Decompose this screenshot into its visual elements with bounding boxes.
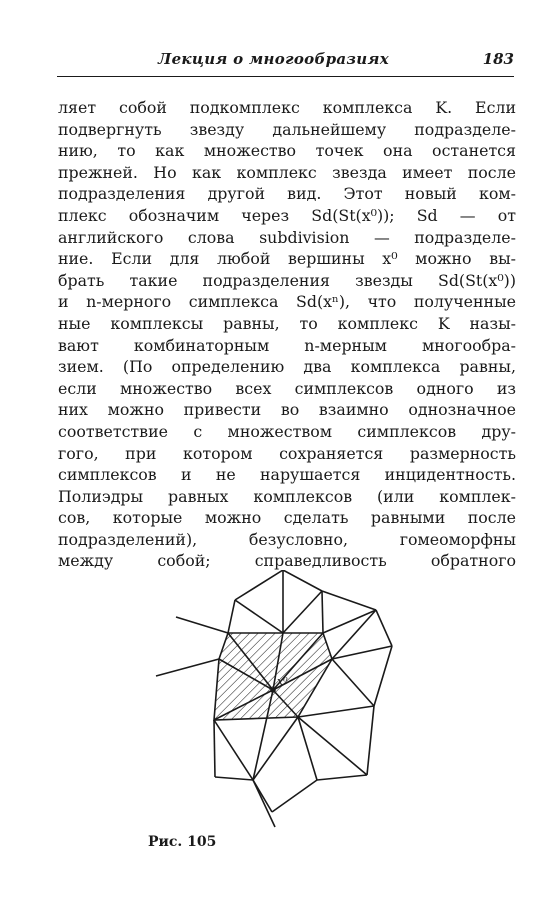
- text-line: соответствие с множеством симплексов дру-: [58, 421, 516, 441]
- text-line: сов, которые можно сделать равными после: [58, 508, 516, 528]
- text-line: Полиэдры равных комплексов (или комплек-: [58, 486, 516, 506]
- text-line: прежней. Но как комплекс звезда имеет после: [58, 162, 516, 182]
- text-line: ные комплексы равны, то комплекс K назы-: [58, 313, 516, 333]
- text-line: ляет собой подкомплекс комплекса K. Если: [58, 98, 516, 117]
- text-line: если множество всех симплексов одного из: [58, 378, 516, 398]
- text-line: гого, при котором сохраняется размерность: [58, 443, 516, 463]
- text-line: подвергнуть звезду дальнейшему подразделе-: [58, 119, 516, 139]
- text-line: плекс обозначим через Sd(St(x⁰)); Sd — от: [58, 205, 516, 225]
- running-title: Лекция о многообразиях: [158, 50, 389, 68]
- vertex-label: x⁰: [277, 675, 288, 688]
- text-line: и n-мерного симплекса Sd(xⁿ), что полученные: [58, 292, 516, 312]
- vertex-point: [270, 687, 276, 693]
- text-line: ние. Если для любой вершины x⁰ можно вы-: [58, 249, 516, 269]
- text-line: зием. (По определению два комплекса равны,: [58, 357, 516, 377]
- text-line: подразделений), безусловно, гомеоморфны: [58, 529, 516, 549]
- page-number: 183: [482, 50, 514, 68]
- text-line: брать такие подразделения звезды Sd(St(x⁰)): [58, 270, 516, 290]
- triangulation-figure: [150, 570, 400, 840]
- text-line: нию, то как множество точек она останется: [58, 141, 516, 161]
- figure-caption: Рис. 105: [148, 834, 217, 850]
- text-line: английского слова subdivision — подразделе-: [58, 227, 516, 247]
- body-text: [58, 97, 516, 572]
- page-header: [58, 50, 514, 76]
- text-line: них можно привести во взаимно однозначное: [58, 400, 516, 420]
- header-rule: [57, 76, 514, 77]
- text-line: между собой; справедливость обратного: [58, 551, 516, 571]
- shaded-star: [214, 633, 332, 720]
- text-line: вают комбинаторным n-мерным многообра-: [58, 335, 516, 355]
- text-line: симплексов и не нарушается инцидентность.: [58, 465, 516, 485]
- text-line: подразделения другой вид. Этот новый ком-: [58, 184, 516, 204]
